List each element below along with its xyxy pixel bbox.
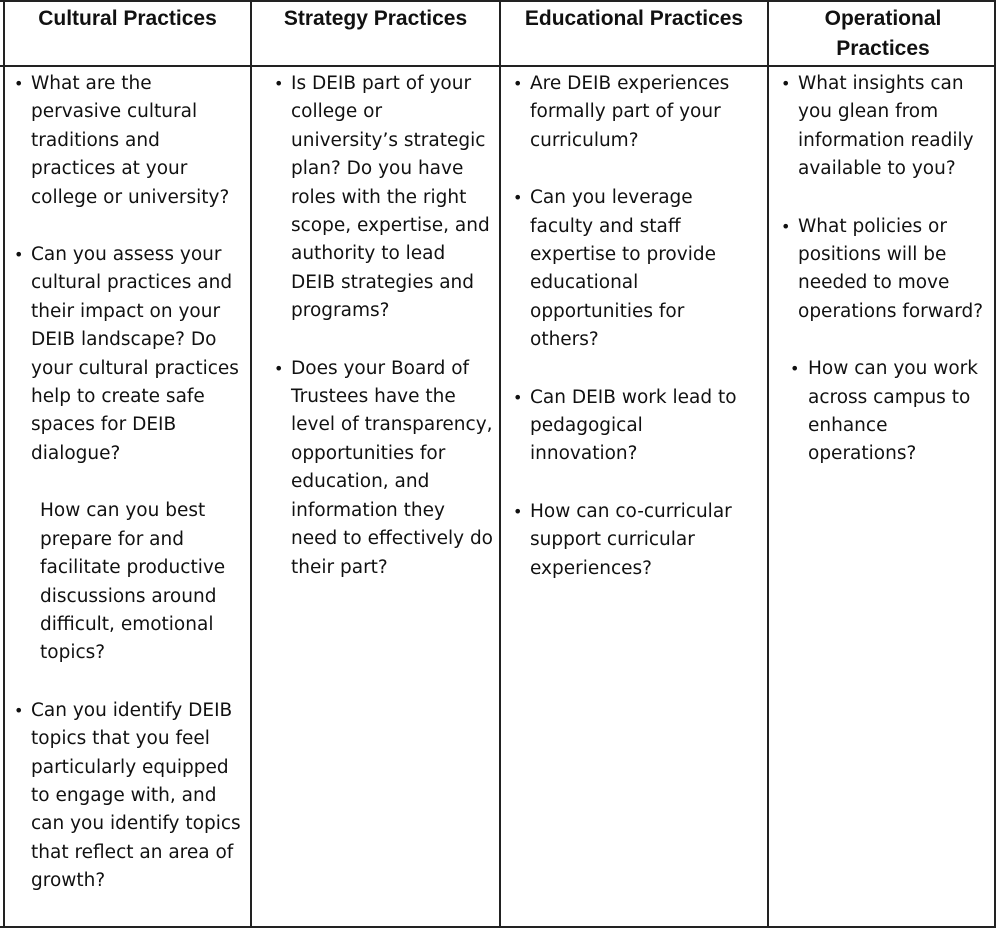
list-item: • Is DEIB part of your college or university’s strategic plan? Do you have roles with the right scope, expertise, and authority to lead DEIB strategies and programs? (268, 70, 494, 326)
table-border-left (3, 0, 5, 928)
bullet-icon: • (781, 74, 791, 93)
bullet-icon: • (781, 216, 791, 236)
bullet-icon: • (513, 501, 523, 521)
list-item: How can you best prepare for and facilitate productive discussions around difficult, emotional topics? (40, 500, 226, 664)
bullet-icon: • (274, 74, 284, 93)
table-border-bottom (0, 926, 996, 928)
header-divider (0, 65, 996, 67)
list-item: • What insights can you glean from information readily available to you? (775, 70, 989, 184)
bullet-icon: • (14, 74, 24, 93)
column-header-strategy: Strategy Practices (283, 7, 468, 30)
bullet-icon: • (513, 188, 523, 208)
list-item: • How can co-curricular support curricular experiences? (507, 498, 747, 583)
strategy-practices-cell (268, 70, 494, 611)
list-item: • Are DEIB experiences formally part of your curriculum? (507, 70, 747, 155)
column-divider (499, 0, 501, 928)
column-header-operational: Operational Practices (824, 7, 942, 60)
operational-practices-cell (775, 70, 989, 498)
bullet-icon: • (14, 245, 24, 265)
list-item: • Can you leverage faculty and staff expertise to provide educational opportunities for others? (507, 184, 747, 354)
cultural-practices-cell (8, 70, 244, 925)
column-header-cultural: Cultural Practices (38, 7, 217, 30)
bullet-icon: • (14, 700, 24, 720)
column-header-educational: Educational Practices (524, 7, 744, 30)
bullet-icon: • (790, 359, 800, 379)
list-item: • What are the pervasive cultural traditions and practices at your college or university? (8, 70, 244, 212)
list-item: • Can you identify DEIB topics that you feel particularly equipped to engage with, and can you identify topics that reflect an area of growth? (8, 697, 244, 896)
list-item: • How can you work across campus to enhance operations? (775, 355, 989, 469)
list-item: • Can DEIB work lead to pedagogical innovation? (507, 384, 747, 469)
educational-practices-cell (507, 70, 747, 612)
bullet-icon: • (274, 358, 284, 378)
table-border-right (994, 0, 996, 928)
column-divider (767, 0, 769, 928)
column-divider (250, 0, 252, 928)
bullet-icon: • (513, 74, 523, 93)
bullet-icon: • (513, 387, 523, 407)
list-item: • Does your Board of Trustees have the level of transparency, opportunities for education, and information they need to effectively do their part? (268, 355, 494, 582)
table-border-top (0, 0, 996, 2)
list-item: • What policies or positions will be needed to move operations forward? (775, 213, 989, 327)
list-item: • Can you assess your cultural practices and their impact on your DEIB landscape? Do your cultural practices help to create safe spaces for DEIB dialogue? (8, 241, 244, 468)
